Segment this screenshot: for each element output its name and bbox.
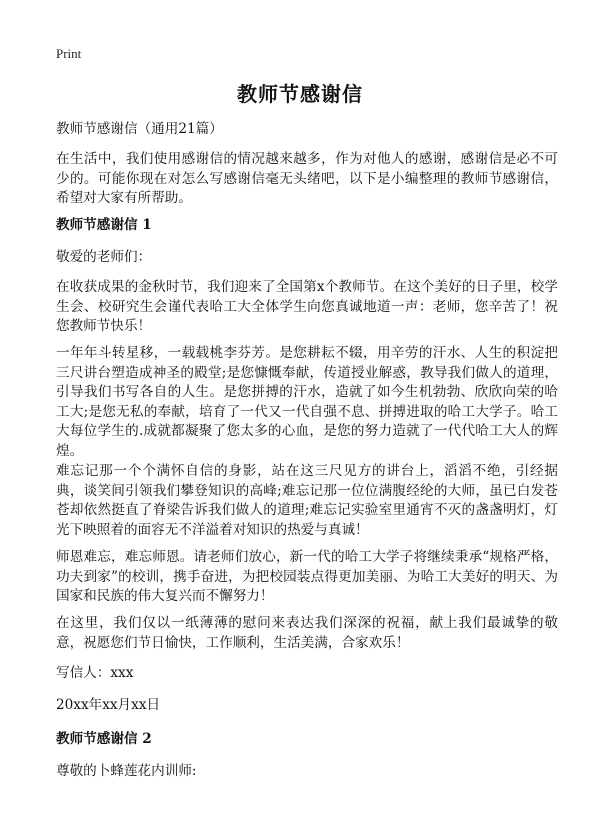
letter-1-paragraph-5: 在这里，我们仅以一纸薄薄的慰问来表达我们深深的祝福，献上我们最诚挚的敬意，祝愿您们节日愉快，工作顺利，生活美满，合家欢乐！ bbox=[56, 615, 558, 651]
letter-1-signer: 写信人：xxx bbox=[56, 665, 134, 681]
letter-1-paragraph-2: 一年年斗转星移，一载载桃李芬芳。是您耕耘不辍，用辛劳的汗水、人生的积淀把三尺讲台塑造成神圣的殿堂;是您慷慨奉献，传道授业解惑，教导我们做人的道理，引导我们书写各自的人生。是您拼搏的汗水，造就了如今生机勃勃、欣欣向荣的哈工大;是您无私的奉献，培育了一代又一代自强不息、拼搏进取的哈工大学子。哈工大每位学生的.成就都凝聚了您太多的心血，是您的努力造就了一代代哈工大人的辉煌。 bbox=[56, 345, 558, 459]
letter-1-paragraph-1: 在收获成果的金秋时节，我们迎来了全国第x个教师节。在这个美好的日子里，校学生会、校研究生会谨代表哈工大全体学生向您真诚地道一声：老师，您辛苦了！祝您教师节快乐！ bbox=[56, 279, 558, 335]
document-subtitle: 教师节感谢信（通用21篇） bbox=[56, 121, 223, 137]
letter-2-greeting: 尊敬的卜蜂莲花内训师: bbox=[56, 763, 197, 779]
print-link[interactable]: Print bbox=[56, 46, 82, 61]
letter-1-paragraph-4: 师恩难忘，难忘师恩。请老师们放心，新一代的哈工大学子将继续秉承“规格严格，功夫到家”的校训，携手奋进，为把校园装点得更加美丽、为哈工大美好的明天、为国家和民族的伟大复兴而不懈努力！ bbox=[56, 549, 558, 605]
intro-paragraph: 在生活中，我们使用感谢信的情况越来越多，作为对他人的感谢，感谢信是必不可少的。可能你现在对怎么写感谢信毫无头绪吧，以下是小编整理的教师节感谢信，希望对大家有所帮助。 bbox=[56, 151, 558, 207]
letter-1-date: 20xx年xx月xx日 bbox=[56, 697, 161, 713]
letter-1-heading: 教师节感谢信 1 bbox=[56, 217, 152, 233]
letter-1-greeting: 敬爱的老师们： bbox=[56, 249, 152, 265]
page-title: 教师节感谢信 bbox=[237, 82, 363, 106]
letter-1-paragraph-3: 难忘记那一个个满怀自信的身影，站在这三尺见方的讲台上，滔滔不绝，引经据典，谈笑间引领我们攀登知识的高峰;难忘记那一位位满腹经纶的大师，虽已白发苍苍却依然挺直了脊梁告诉我们做人的道理;难忘记实验室里通宵不灭的盏盏明灯，灯光下映照着的面容无不洋溢着对知识的热爱与真诚！ bbox=[56, 463, 558, 538]
letter-2-heading: 教师节感谢信 2 bbox=[56, 731, 152, 747]
